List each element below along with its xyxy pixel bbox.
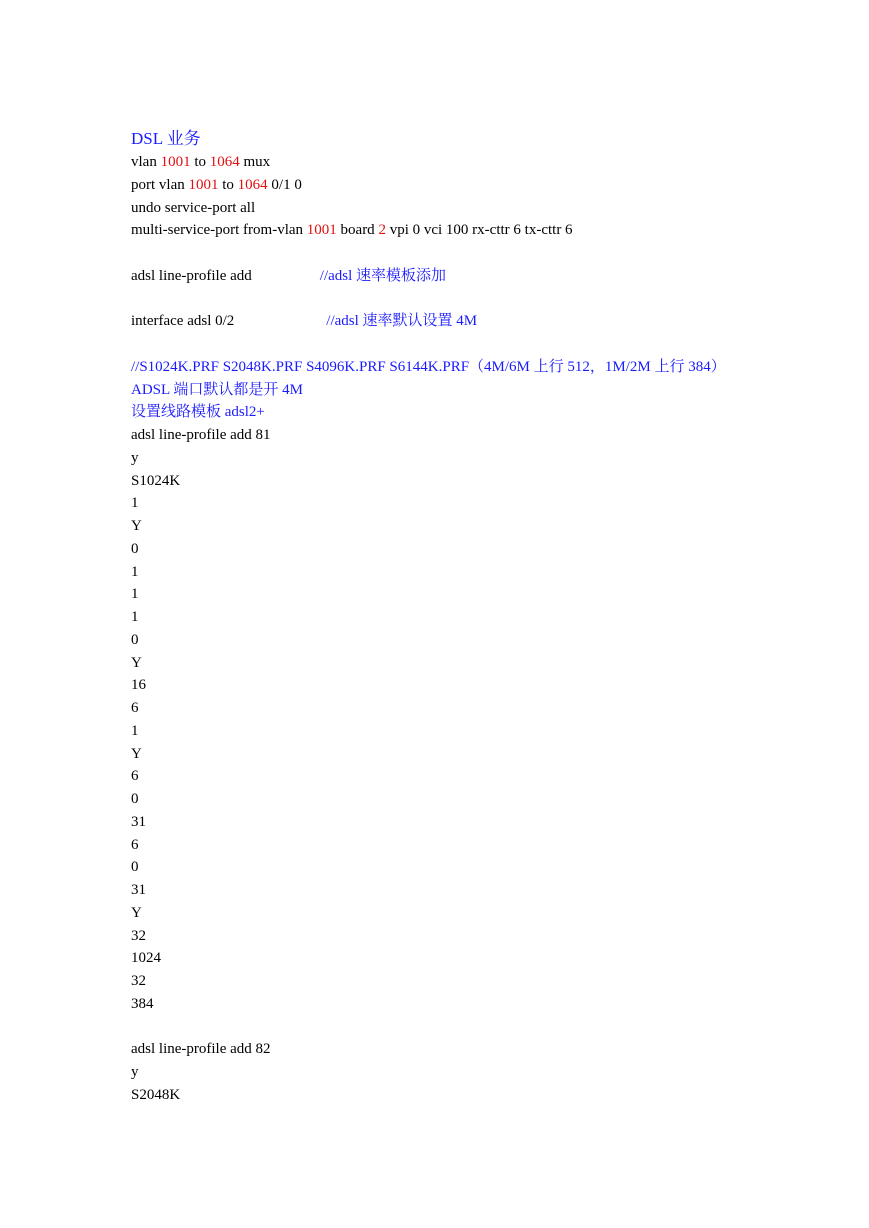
profile-82-answers (131, 1061, 851, 1107)
blank-line (131, 288, 851, 311)
multi-board: 2 (378, 222, 386, 239)
answer-line: 16 (131, 677, 146, 694)
interface-comment: //adsl 速率默认设置 4M (326, 313, 478, 330)
answer-line: S1024K (131, 472, 181, 489)
multi-vlan: 1001 (306, 222, 337, 239)
answer-line: 6 (131, 768, 139, 785)
profile-add-command (131, 265, 851, 288)
profile-81-command: adsl line-profile add 81 (131, 427, 271, 443)
interface-text: interface adsl 0/2 (131, 313, 235, 330)
default-comment: ADSL 端口默认都是开 4M (131, 381, 303, 398)
document-page (131, 127, 851, 1107)
port-vlan-command (131, 174, 851, 197)
profile-add-comment: //adsl 速率模板添加 (319, 267, 447, 284)
vlan-prefix: vlan (131, 154, 161, 170)
profile-81-answers (131, 447, 851, 1016)
answer-line: 1 (131, 722, 139, 739)
profiles-comment: //S1024K.PRF S2048K.PRF S4096K.PRF S6144K.PRF（4M/6M 上行 512，1M/2M 上行 384） (131, 358, 726, 375)
vlan-start: 1001 (160, 154, 191, 170)
answer-line: y (131, 449, 139, 466)
blank-line (131, 242, 851, 265)
answer-line: 1 (131, 586, 139, 603)
answer-line: Y (131, 904, 142, 921)
multi-board-label: board (336, 222, 379, 239)
answer-line: 1 (131, 609, 139, 625)
answer-line: S2048K (131, 1086, 181, 1103)
answer-line: 0 (131, 631, 139, 648)
vlan-command (131, 151, 851, 174)
blank-line (131, 333, 851, 356)
answer-line: Y (131, 654, 142, 671)
answer-line: 32 (131, 927, 146, 944)
answer-line: 1024 (131, 950, 161, 967)
answer-line: Y (131, 745, 142, 762)
port-vlan-to: to (218, 176, 238, 193)
vlan-suffix: mux (239, 154, 271, 170)
section-heading: DSL 业务 (131, 129, 201, 148)
port-vlan-suffix: 0/1 0 (267, 176, 302, 193)
answer-line: 0 (131, 540, 139, 557)
port-vlan-end: 1064 (237, 176, 268, 193)
answer-line: 32 (131, 973, 146, 989)
set-template-comment: 设置线路模板 adsl2+ (131, 404, 265, 421)
port-vlan-prefix: port vlan (131, 176, 189, 193)
profile-82-command: adsl line-profile add 82 (131, 1041, 271, 1058)
answer-line: 1 (131, 563, 139, 580)
undo-service-port-command: undo service-port all (131, 199, 256, 216)
port-vlan-start: 1001 (188, 176, 219, 193)
answer-line: 0 (131, 791, 139, 807)
interface-command (131, 310, 851, 333)
multi-service-port-command (131, 219, 851, 242)
answer-line: 6 (131, 700, 139, 716)
answer-line: Y (131, 518, 142, 534)
answer-line: 0 (131, 859, 139, 876)
answer-line: y (131, 1064, 139, 1080)
multi-prefix: multi-service-port from-vlan (131, 222, 307, 239)
answer-line: 31 (131, 813, 146, 830)
profile-add-text: adsl line-profile add (131, 267, 252, 284)
answer-line: 384 (131, 995, 154, 1012)
multi-suffix: vpi 0 vci 100 rx-cttr 6 tx-cttr 6 (385, 222, 573, 239)
answer-line: 1 (131, 495, 139, 512)
vlan-to: to (190, 154, 210, 170)
answer-line: 31 (131, 882, 146, 898)
vlan-end: 1064 (209, 154, 240, 170)
answer-line: 6 (131, 836, 139, 853)
blank-line (131, 1016, 851, 1039)
